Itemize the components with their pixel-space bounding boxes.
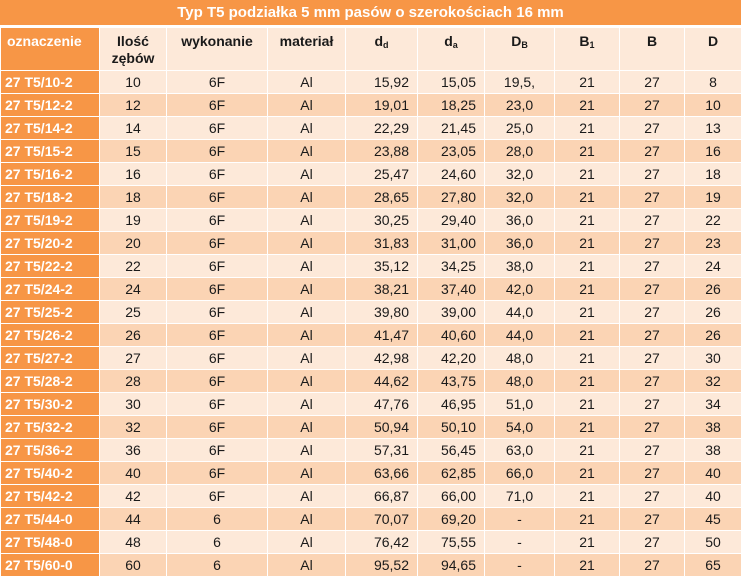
cell-oznaczenie: 27 T5/24-2 [1, 278, 100, 301]
cell-b1: 21 [555, 462, 620, 485]
cell-oznaczenie: 27 T5/32-2 [1, 416, 100, 439]
col-header-da: $d_a$ [418, 28, 485, 71]
cell-dd: 25,47 [346, 163, 418, 186]
cell-material: Al [268, 117, 346, 140]
cell-ilosc-zebow: 40 [100, 462, 167, 485]
cell-da: 75,55 [418, 531, 485, 554]
table-row [1, 554, 741, 577]
cell-dd: 95,52 [346, 554, 418, 577]
cell-b1: 21 [555, 209, 620, 232]
table-row [1, 531, 741, 554]
cell-d: 10 [685, 94, 741, 117]
cell-ilosc-zebow: 48 [100, 531, 167, 554]
cell-d: 23 [685, 232, 741, 255]
table-row [1, 324, 741, 347]
cell-b: 27 [620, 255, 685, 278]
cell-b: 27 [620, 531, 685, 554]
cell-oznaczenie: 27 T5/28-2 [1, 370, 100, 393]
cell-dd: 41,47 [346, 324, 418, 347]
table-row [1, 347, 741, 370]
cell-wykonanie: 6F [167, 117, 268, 140]
cell-b: 27 [620, 301, 685, 324]
cell-ilosc-zebow: 36 [100, 439, 167, 462]
cell-oznaczenie: 27 T5/60-0 [1, 554, 100, 577]
cell-b1: 21 [555, 186, 620, 209]
cell-dd: 30,25 [346, 209, 418, 232]
cell-material: Al [268, 186, 346, 209]
cell-db: 23,0 [485, 94, 555, 117]
cell-d: 8 [685, 71, 741, 94]
cell-dd: 23,88 [346, 140, 418, 163]
cell-dd: 63,66 [346, 462, 418, 485]
cell-wykonanie: 6 [167, 508, 268, 531]
cell-db: 44,0 [485, 324, 555, 347]
cell-d: 45 [685, 508, 741, 531]
table-row [1, 186, 741, 209]
cell-b: 27 [620, 140, 685, 163]
cell-db: 71,0 [485, 485, 555, 508]
table-row [1, 232, 741, 255]
cell-db: 54,0 [485, 416, 555, 439]
cell-b: 27 [620, 554, 685, 577]
cell-b: 27 [620, 324, 685, 347]
cell-oznaczenie: 27 T5/20-2 [1, 232, 100, 255]
cell-wykonanie: 6F [167, 140, 268, 163]
col-header-b: B [620, 28, 685, 71]
cell-ilosc-zebow: 16 [100, 163, 167, 186]
cell-d: 22 [685, 209, 741, 232]
cell-ilosc-zebow: 12 [100, 94, 167, 117]
cell-da: 27,80 [418, 186, 485, 209]
cell-d: 13 [685, 117, 741, 140]
cell-da: 69,20 [418, 508, 485, 531]
cell-b1: 21 [555, 531, 620, 554]
cell-da: 15,05 [418, 71, 485, 94]
cell-b1: 21 [555, 554, 620, 577]
cell-da: 42,20 [418, 347, 485, 370]
cell-material: Al [268, 508, 346, 531]
cell-ilosc-zebow: 20 [100, 232, 167, 255]
cell-material: Al [268, 140, 346, 163]
cell-b1: 21 [555, 94, 620, 117]
cell-da: 43,75 [418, 370, 485, 393]
cell-wykonanie: 6F [167, 301, 268, 324]
cell-db: 32,0 [485, 163, 555, 186]
cell-b: 27 [620, 393, 685, 416]
cell-da: 18,25 [418, 94, 485, 117]
cell-b1: 21 [555, 508, 620, 531]
cell-wykonanie: 6 [167, 531, 268, 554]
cell-oznaczenie: 27 T5/48-0 [1, 531, 100, 554]
cell-db: 51,0 [485, 393, 555, 416]
cell-b: 27 [620, 508, 685, 531]
cell-d: 16 [685, 140, 741, 163]
cell-b: 27 [620, 232, 685, 255]
cell-ilosc-zebow: 30 [100, 393, 167, 416]
cell-wykonanie: 6F [167, 370, 268, 393]
cell-b: 27 [620, 117, 685, 140]
cell-dd: 35,12 [346, 255, 418, 278]
cell-b1: 21 [555, 232, 620, 255]
cell-dd: 66,87 [346, 485, 418, 508]
cell-wykonanie: 6F [167, 347, 268, 370]
cell-b: 27 [620, 462, 685, 485]
pulley-spec-table [0, 27, 741, 577]
cell-oznaczenie: 27 T5/42-2 [1, 485, 100, 508]
cell-oznaczenie: 27 T5/10-2 [1, 71, 100, 94]
cell-d: 26 [685, 324, 741, 347]
cell-material: Al [268, 94, 346, 117]
cell-d: 40 [685, 485, 741, 508]
cell-db: 42,0 [485, 278, 555, 301]
cell-b1: 21 [555, 163, 620, 186]
cell-b1: 21 [555, 278, 620, 301]
cell-ilosc-zebow: 22 [100, 255, 167, 278]
cell-dd: 42,98 [346, 347, 418, 370]
cell-ilosc-zebow: 42 [100, 485, 167, 508]
table-title: Typ T5 podziałka 5 mm pasów o szerokościach 16 mm [0, 0, 741, 26]
cell-da: 40,60 [418, 324, 485, 347]
cell-material: Al [268, 347, 346, 370]
col-header-ilosc-zebow: Ilość zębów [100, 28, 167, 71]
cell-wykonanie: 6F [167, 278, 268, 301]
cell-da: 94,65 [418, 554, 485, 577]
cell-d: 18 [685, 163, 741, 186]
cell-da: 29,40 [418, 209, 485, 232]
cell-wykonanie: 6F [167, 94, 268, 117]
cell-dd: 47,76 [346, 393, 418, 416]
cell-wykonanie: 6F [167, 232, 268, 255]
cell-ilosc-zebow: 14 [100, 117, 167, 140]
table-body [1, 71, 741, 577]
cell-wykonanie: 6F [167, 71, 268, 94]
col-header-dd: $d_d$ [346, 28, 418, 71]
cell-b1: 21 [555, 370, 620, 393]
cell-dd: 39,80 [346, 301, 418, 324]
col-header-oznaczenie: oznaczenie [1, 28, 100, 71]
cell-oznaczenie: 27 T5/44-0 [1, 508, 100, 531]
cell-d: 30 [685, 347, 741, 370]
cell-material: Al [268, 416, 346, 439]
cell-db: 36,0 [485, 232, 555, 255]
cell-d: 26 [685, 278, 741, 301]
cell-d: 19 [685, 186, 741, 209]
cell-wykonanie: 6F [167, 485, 268, 508]
cell-db: 36,0 [485, 209, 555, 232]
cell-da: 56,45 [418, 439, 485, 462]
cell-b: 27 [620, 71, 685, 94]
cell-material: Al [268, 209, 346, 232]
cell-db: 19,5, [485, 71, 555, 94]
cell-db: 63,0 [485, 439, 555, 462]
cell-dd: 76,42 [346, 531, 418, 554]
cell-da: 23,05 [418, 140, 485, 163]
table-row [1, 278, 741, 301]
cell-ilosc-zebow: 19 [100, 209, 167, 232]
table-row [1, 255, 741, 278]
cell-material: Al [268, 393, 346, 416]
cell-d: 26 [685, 301, 741, 324]
cell-d: 38 [685, 416, 741, 439]
cell-oznaczenie: 27 T5/22-2 [1, 255, 100, 278]
cell-oznaczenie: 27 T5/30-2 [1, 393, 100, 416]
cell-wykonanie: 6F [167, 186, 268, 209]
cell-dd: 44,62 [346, 370, 418, 393]
cell-da: 37,40 [418, 278, 485, 301]
cell-b: 27 [620, 94, 685, 117]
cell-ilosc-zebow: 26 [100, 324, 167, 347]
cell-ilosc-zebow: 60 [100, 554, 167, 577]
cell-dd: 38,21 [346, 278, 418, 301]
cell-db: 48,0 [485, 347, 555, 370]
cell-oznaczenie: 27 T5/40-2 [1, 462, 100, 485]
header-row [1, 28, 741, 71]
cell-b: 27 [620, 370, 685, 393]
cell-dd: 31,83 [346, 232, 418, 255]
cell-dd: 70,07 [346, 508, 418, 531]
cell-d: 50 [685, 531, 741, 554]
cell-b1: 21 [555, 347, 620, 370]
cell-b1: 21 [555, 485, 620, 508]
cell-oznaczenie: 27 T5/18-2 [1, 186, 100, 209]
cell-b: 27 [620, 209, 685, 232]
cell-b1: 21 [555, 117, 620, 140]
cell-wykonanie: 6F [167, 439, 268, 462]
cell-b1: 21 [555, 393, 620, 416]
cell-dd: 15,92 [346, 71, 418, 94]
cell-b: 27 [620, 416, 685, 439]
cell-oznaczenie: 27 T5/12-2 [1, 94, 100, 117]
cell-b1: 21 [555, 71, 620, 94]
table-row [1, 508, 741, 531]
cell-material: Al [268, 462, 346, 485]
cell-da: 46,95 [418, 393, 485, 416]
cell-b1: 21 [555, 324, 620, 347]
cell-material: Al [268, 439, 346, 462]
cell-b1: 21 [555, 140, 620, 163]
col-header-material: materiał [268, 28, 346, 71]
cell-b1: 21 [555, 301, 620, 324]
cell-db: 48,0 [485, 370, 555, 393]
cell-material: Al [268, 485, 346, 508]
cell-d: 40 [685, 462, 741, 485]
cell-db: 44,0 [485, 301, 555, 324]
cell-db: 32,0 [485, 186, 555, 209]
cell-material: Al [268, 301, 346, 324]
cell-oznaczenie: 27 T5/15-2 [1, 140, 100, 163]
cell-b1: 21 [555, 439, 620, 462]
cell-b: 27 [620, 347, 685, 370]
cell-wykonanie: 6F [167, 393, 268, 416]
cell-material: Al [268, 531, 346, 554]
table-row [1, 462, 741, 485]
table-row [1, 94, 741, 117]
cell-b: 27 [620, 439, 685, 462]
cell-material: Al [268, 71, 346, 94]
table-row [1, 393, 741, 416]
cell-ilosc-zebow: 18 [100, 186, 167, 209]
cell-material: Al [268, 324, 346, 347]
cell-wykonanie: 6F [167, 324, 268, 347]
cell-b1: 21 [555, 416, 620, 439]
cell-wykonanie: 6 [167, 554, 268, 577]
cell-da: 31,00 [418, 232, 485, 255]
cell-db: 66,0 [485, 462, 555, 485]
cell-dd: 19,01 [346, 94, 418, 117]
cell-ilosc-zebow: 32 [100, 416, 167, 439]
cell-da: 21,45 [418, 117, 485, 140]
table-row [1, 117, 741, 140]
cell-material: Al [268, 554, 346, 577]
table-row [1, 140, 741, 163]
cell-da: 62,85 [418, 462, 485, 485]
table-row [1, 71, 741, 94]
cell-ilosc-zebow: 24 [100, 278, 167, 301]
cell-dd: 50,94 [346, 416, 418, 439]
cell-oznaczenie: 27 T5/27-2 [1, 347, 100, 370]
cell-db: - [485, 554, 555, 577]
table-row [1, 209, 741, 232]
cell-d: 32 [685, 370, 741, 393]
table-row [1, 439, 741, 462]
cell-material: Al [268, 278, 346, 301]
cell-oznaczenie: 27 T5/36-2 [1, 439, 100, 462]
cell-d: 65 [685, 554, 741, 577]
cell-material: Al [268, 232, 346, 255]
table-row [1, 416, 741, 439]
cell-da: 39,00 [418, 301, 485, 324]
cell-dd: 22,29 [346, 117, 418, 140]
cell-db: 28,0 [485, 140, 555, 163]
cell-da: 66,00 [418, 485, 485, 508]
col-header-d: D [685, 28, 741, 71]
cell-oznaczenie: 27 T5/19-2 [1, 209, 100, 232]
cell-db: - [485, 508, 555, 531]
col-header-b1: $B_1$ [555, 28, 620, 71]
cell-b: 27 [620, 278, 685, 301]
cell-b: 27 [620, 485, 685, 508]
cell-ilosc-zebow: 27 [100, 347, 167, 370]
cell-b: 27 [620, 186, 685, 209]
cell-oznaczenie: 27 T5/14-2 [1, 117, 100, 140]
cell-d: 34 [685, 393, 741, 416]
cell-material: Al [268, 163, 346, 186]
cell-da: 34,25 [418, 255, 485, 278]
cell-b1: 21 [555, 255, 620, 278]
cell-b: 27 [620, 163, 685, 186]
cell-db: 25,0 [485, 117, 555, 140]
cell-d: 24 [685, 255, 741, 278]
cell-da: 24,60 [418, 163, 485, 186]
cell-oznaczenie: 27 T5/25-2 [1, 301, 100, 324]
cell-material: Al [268, 370, 346, 393]
cell-wykonanie: 6F [167, 163, 268, 186]
cell-wykonanie: 6F [167, 462, 268, 485]
cell-oznaczenie: 27 T5/16-2 [1, 163, 100, 186]
col-header-db: $D_B$ [485, 28, 555, 71]
cell-d: 38 [685, 439, 741, 462]
cell-ilosc-zebow: 28 [100, 370, 167, 393]
cell-wykonanie: 6F [167, 255, 268, 278]
cell-material: Al [268, 255, 346, 278]
cell-ilosc-zebow: 44 [100, 508, 167, 531]
cell-db: - [485, 531, 555, 554]
col-header-wykonanie: wykonanie [167, 28, 268, 71]
cell-ilosc-zebow: 10 [100, 71, 167, 94]
cell-wykonanie: 6F [167, 209, 268, 232]
table-row [1, 301, 741, 324]
table-row [1, 163, 741, 186]
table-row [1, 370, 741, 393]
cell-ilosc-zebow: 15 [100, 140, 167, 163]
cell-dd: 28,65 [346, 186, 418, 209]
cell-db: 38,0 [485, 255, 555, 278]
cell-wykonanie: 6F [167, 416, 268, 439]
cell-ilosc-zebow: 25 [100, 301, 167, 324]
table-row [1, 485, 741, 508]
cell-oznaczenie: 27 T5/26-2 [1, 324, 100, 347]
cell-da: 50,10 [418, 416, 485, 439]
cell-dd: 57,31 [346, 439, 418, 462]
